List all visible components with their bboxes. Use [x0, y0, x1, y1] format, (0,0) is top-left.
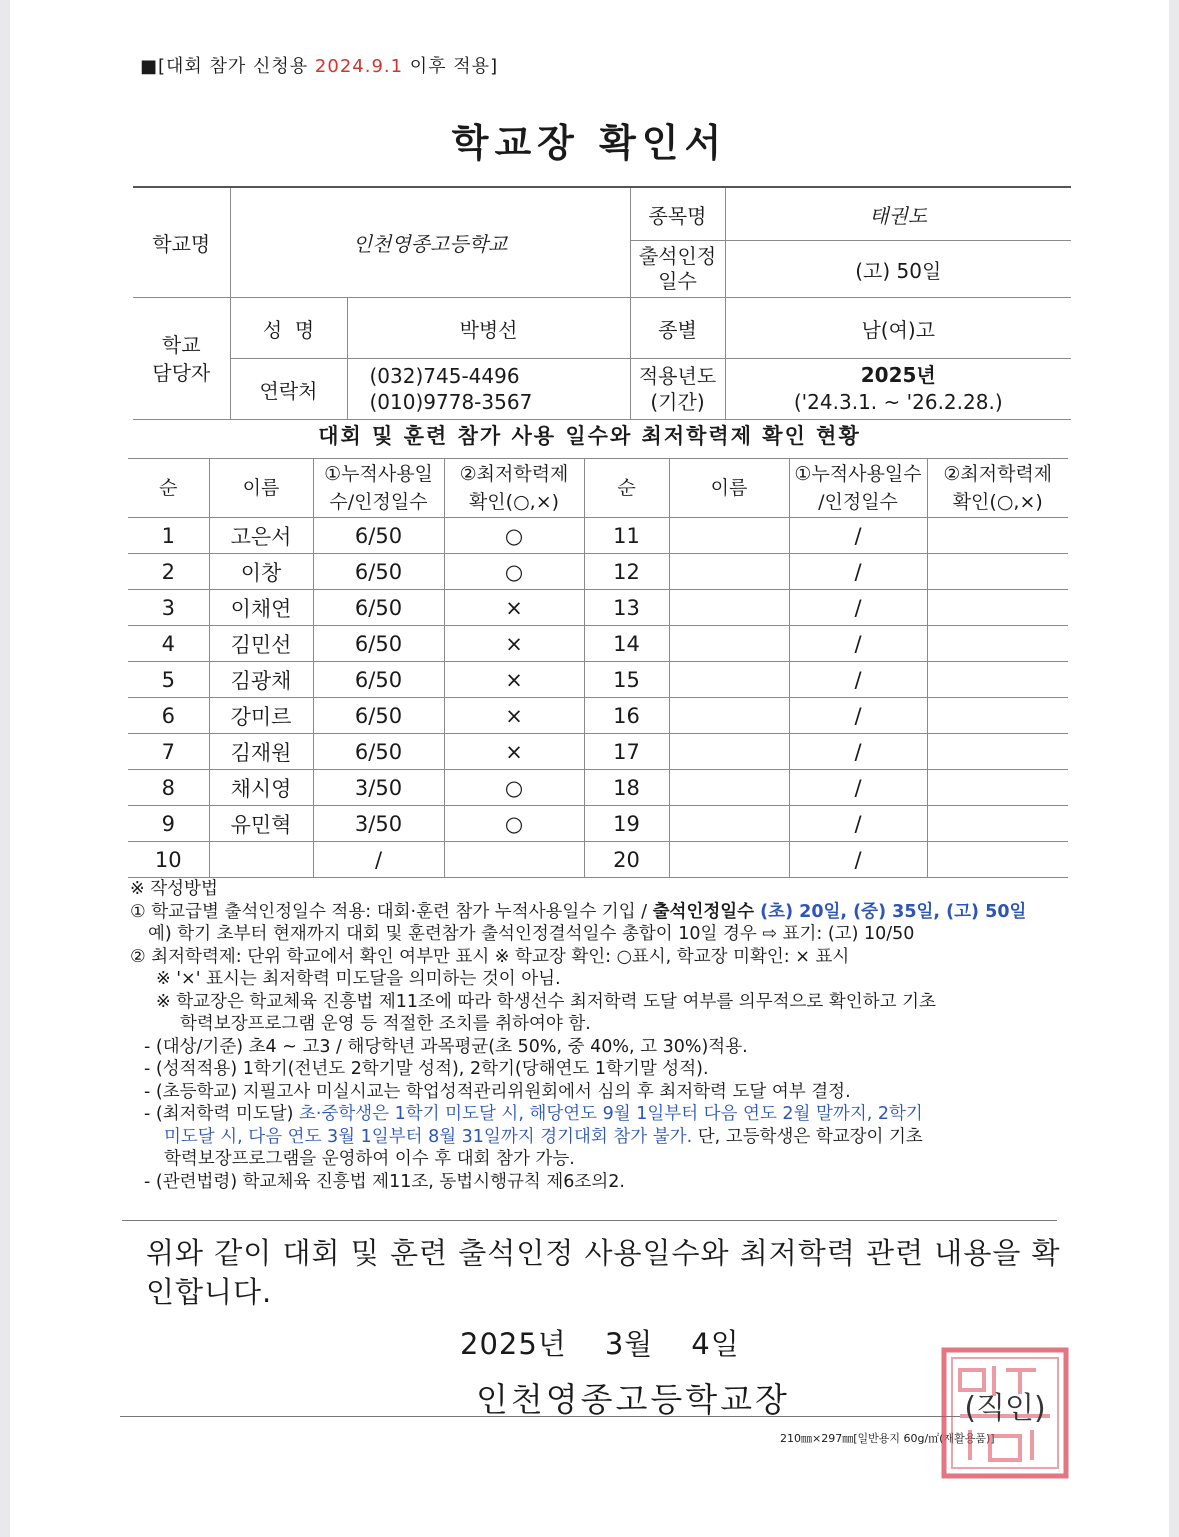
row-days: 6/50	[313, 590, 444, 626]
row-check-2	[927, 518, 1068, 554]
date-year: 2025년	[460, 1327, 567, 1361]
year-cell	[725, 359, 1071, 420]
detail-unmet-cont: 미도달 시, 다음 연도 3월 1일부터 8월 31일까지 경기대회 참가 불가. 단, 고등학생은 학교장이 기초	[164, 1126, 923, 1147]
sport-label: 종목명	[630, 187, 725, 241]
row-name: 김재원	[209, 734, 313, 770]
row-check: ○	[444, 554, 584, 590]
table-row	[128, 662, 1068, 698]
gender-value: 남(여)고	[725, 298, 1071, 359]
row-check: ○	[444, 770, 584, 806]
table-row	[128, 770, 1068, 806]
row-days-2: /	[789, 554, 927, 590]
manager-label: 학교 담당자	[133, 298, 230, 420]
row-check-2	[927, 554, 1068, 590]
row-days: 6/50	[313, 554, 444, 590]
date-month: 3월	[604, 1327, 654, 1361]
detail-target: - (대상/기준) 초4 ~ 고3 / 해당학년 과목평균(초 50%, 중 40%, 고 30%)적용.	[144, 1036, 748, 1057]
note-2: ② 최저학력제: 단위 학교에서 확인 여부만 표시 ※ 학교장 확인: ○표시, 학교장 미확인: × 표시	[130, 946, 850, 967]
row-name-2	[669, 770, 789, 806]
table-row	[128, 698, 1068, 734]
row-days-2: /	[789, 842, 927, 878]
row-no-2: 20	[584, 842, 669, 878]
issue-date	[460, 1322, 778, 1363]
row-name-2	[669, 806, 789, 842]
year-label: 적용년도 (기간)	[630, 359, 725, 420]
note-2-sub-2a: ※ 학교장은 학교체육 진흥법 제11조에 따라 학생선수 최저학력 도달 여부를 의무적으로 확인하고 기초	[156, 991, 936, 1012]
row-check: ×	[444, 734, 584, 770]
row-check: ×	[444, 662, 584, 698]
table-row	[128, 806, 1068, 842]
row-name-2	[669, 518, 789, 554]
principal-title: 인천영종고등학교장	[476, 1380, 790, 1419]
instructions	[130, 878, 1065, 1193]
contact-label: 연락처	[230, 359, 347, 420]
row-days-2: /	[789, 626, 927, 662]
col-header-check-2: ②최저학력제 확인(○,×)	[927, 459, 1068, 518]
row-name-2	[669, 842, 789, 878]
row-check: ×	[444, 590, 584, 626]
year-value: 2025년	[860, 363, 936, 387]
table-row	[128, 554, 1068, 590]
note-1-example: 예) 학기 초부터 현재까지 대회 및 훈련참가 출석인정결석일수 총합이 10일 경우 ⇨ 표기: (고) 10/50	[148, 924, 915, 944]
row-name: 채시영	[209, 770, 313, 806]
col-header-check: ②최저학력제 확인(○,×)	[444, 459, 584, 518]
row-days: 6/50	[313, 734, 444, 770]
row-no: 9	[128, 806, 209, 842]
paper-spec: 210㎜×297㎜[일반용지 60g/㎡(재활용품)]	[780, 1432, 995, 1445]
note-2-sub-1: ※ '×' 표시는 최저학력 미도달을 의미하는 것이 아님.	[156, 969, 561, 989]
table-row	[128, 518, 1068, 554]
row-no: 7	[128, 734, 209, 770]
seal-label: (직인)	[964, 1391, 1046, 1426]
notes-heading: ※ 작성방법	[130, 879, 218, 899]
year-period: ('24.3.1. ~ '26.2.28.)	[793, 390, 1003, 414]
school-label: 학교명	[133, 187, 230, 298]
row-days: 6/50	[313, 626, 444, 662]
date-day: 4일	[691, 1327, 740, 1361]
row-no-2: 17	[584, 734, 669, 770]
gender-label: 종별	[630, 298, 725, 359]
school-info-table	[133, 186, 1071, 420]
row-check: ○	[444, 806, 584, 842]
row-check-2	[927, 842, 1068, 878]
page-edge-right	[1169, 0, 1179, 1537]
attendance-value: (고) 50일	[725, 241, 1071, 298]
table-row	[128, 626, 1068, 662]
divider	[122, 1220, 1057, 1221]
row-no: 10	[128, 842, 209, 878]
row-days-2: /	[789, 662, 927, 698]
note-date: 2024.9.1	[314, 56, 404, 77]
row-check	[444, 842, 584, 878]
row-name-2	[669, 590, 789, 626]
name-label: 성 명	[230, 298, 347, 359]
row-check-2	[927, 770, 1068, 806]
row-check-2	[927, 698, 1068, 734]
row-name-2	[669, 662, 789, 698]
row-check-2	[927, 626, 1068, 662]
detail-unmet: - (최저학력 미도달) 초·중학생은 1학기 미도달 시, 해당연도 9월 1일부터 다음 연도 2월 말까지, 2학기	[144, 1104, 923, 1124]
detail-elementary: - (초등학교) 지필고사 미실시교는 학업성적관리위원회에서 심의 후 최저학력 도달 여부 결정.	[144, 1081, 851, 1102]
row-name-2	[669, 698, 789, 734]
application-note: ■[대회 참가 신청용 2024.9.1 이후 적용]	[140, 56, 499, 77]
row-no: 5	[128, 662, 209, 698]
manager-name: 박병선	[347, 298, 630, 359]
row-name: 고은서	[209, 518, 313, 554]
official-seal-icon	[940, 1346, 1070, 1480]
row-check: ×	[444, 698, 584, 734]
row-check-2	[927, 590, 1068, 626]
note-2-sub-2b: 학력보장프로그램 운영 등 적절한 조치를 취하여야 함.	[180, 1014, 591, 1034]
confirmation-text: 위와 같이 대회 및 훈련 출석인정 사용일수와 최저학력 관련 내용을 확인합니다.	[146, 1236, 1061, 1309]
attendance-label: 출석인정 일수	[630, 241, 725, 298]
row-no: 2	[128, 554, 209, 590]
col-header-no-2: 순	[584, 459, 669, 518]
note-1: ① 학교급별 출석인정일수 적용: 대회·훈련 참가 누적사용일수 기입 / 출석인정일수 (초) 20일, (중) 35일, (고) 50일	[130, 901, 1027, 922]
page-edge-left	[0, 0, 10, 1537]
bottom-divider	[120, 1416, 960, 1417]
row-name-2	[669, 734, 789, 770]
row-check: ×	[444, 626, 584, 662]
table-row	[128, 734, 1068, 770]
row-no: 6	[128, 698, 209, 734]
row-check-2	[927, 806, 1068, 842]
row-name: 이창	[209, 554, 313, 590]
col-header-no: 순	[128, 459, 209, 518]
row-no: 3	[128, 590, 209, 626]
row-days: 3/50	[313, 806, 444, 842]
row-days-2: /	[789, 770, 927, 806]
row-name	[209, 842, 313, 878]
row-days: /	[313, 842, 444, 878]
row-check-2	[927, 734, 1068, 770]
detail-unmet-cont-2: 학력보장프로그램을 운영하여 이수 후 대회 참가 가능.	[164, 1149, 575, 1169]
row-days-2: /	[789, 806, 927, 842]
row-no-2: 15	[584, 662, 669, 698]
school-name: 인천영종고등학교	[230, 187, 630, 298]
col-header-days-2: ①누적사용일수 /인정일수	[789, 459, 927, 518]
col-header-days: ①누적사용일 수/인정일수	[313, 459, 444, 518]
table-header-row	[128, 459, 1068, 518]
row-days-2: /	[789, 734, 927, 770]
sport-value: 태권도	[725, 187, 1071, 241]
row-name: 김민선	[209, 626, 313, 662]
table-row	[128, 590, 1068, 626]
row-name-2	[669, 554, 789, 590]
row-no-2: 19	[584, 806, 669, 842]
row-no-2: 11	[584, 518, 669, 554]
athlete-table	[128, 458, 1068, 878]
document-title: 학교장 확인서	[451, 121, 728, 165]
row-days-2: /	[789, 518, 927, 554]
row-days: 6/50	[313, 662, 444, 698]
row-days-2: /	[789, 698, 927, 734]
row-check-2	[927, 662, 1068, 698]
row-no-2: 12	[584, 554, 669, 590]
row-no-2: 18	[584, 770, 669, 806]
row-no: 8	[128, 770, 209, 806]
detail-law: - (관련법령) 학교체육 진흥법 제11조, 동법시행규칙 제6조의2.	[144, 1171, 625, 1192]
row-days: 6/50	[313, 698, 444, 734]
row-name-2	[669, 626, 789, 662]
detail-grades: - (성적적용) 1학기(전년도 2학기말 성적), 2학기(당해연도 1학기말 성적).	[144, 1059, 709, 1079]
table-subtitle: 대회 및 훈련 참가 사용 일수와 최저학력제 확인 현황	[318, 424, 861, 448]
row-name: 김광채	[209, 662, 313, 698]
row-name: 유민혁	[209, 806, 313, 842]
row-name: 강미르	[209, 698, 313, 734]
row-name: 이채연	[209, 590, 313, 626]
row-no-2: 14	[584, 626, 669, 662]
row-days-2: /	[789, 590, 927, 626]
row-no-2: 16	[584, 698, 669, 734]
contact-value: (032)745-4496 (010)9778-3567	[347, 359, 630, 420]
col-header-name-2: 이름	[669, 459, 789, 518]
col-header-name: 이름	[209, 459, 313, 518]
row-check: ○	[444, 518, 584, 554]
row-days: 3/50	[313, 770, 444, 806]
row-no: 4	[128, 626, 209, 662]
row-no: 1	[128, 518, 209, 554]
table-row	[128, 842, 1068, 878]
row-days: 6/50	[313, 518, 444, 554]
row-no-2: 13	[584, 590, 669, 626]
